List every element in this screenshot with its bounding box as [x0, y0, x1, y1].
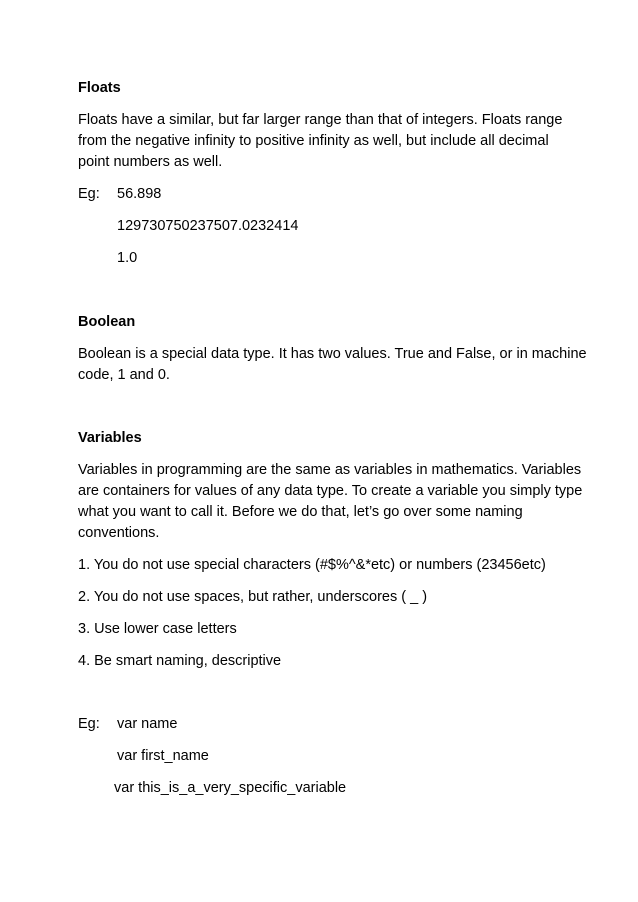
floats-eg-label: Eg:: [78, 186, 100, 202]
boolean-paragraph-line: Boolean is a special data type. It has two values. True and False, or in machine: [78, 346, 587, 362]
naming-rule: 1. You do not use special characters (#$%^&*etc) or numbers (23456etc): [78, 557, 546, 573]
naming-rule: 3. Use lower case letters: [78, 621, 237, 637]
boolean-paragraph-line: code, 1 and 0.: [78, 367, 170, 383]
variables-example: var this_is_a_very_specific_variable: [114, 780, 347, 796]
variables-paragraph-line: conventions.: [78, 525, 160, 541]
naming-rule: 4. Be smart naming, descriptive: [78, 653, 282, 669]
naming-rule: 2. You do not use spaces, but rather, underscores ( _ ): [78, 589, 428, 605]
floats-heading: Floats: [78, 80, 121, 96]
variables-paragraph-line: what you want to call it. Before we do that, let’s go over some naming: [78, 504, 523, 520]
floats-example: 129730750237507.0232414: [117, 218, 299, 234]
boolean-heading: Boolean: [78, 314, 136, 330]
floats-example: 56.898: [117, 186, 162, 202]
floats-paragraph-line: point numbers as well.: [78, 154, 223, 170]
variables-example: var first_name: [117, 748, 209, 764]
variables-paragraph-line: are containers for values of any data type. To create a variable you simply type: [78, 483, 583, 499]
variables-heading: Variables: [78, 430, 142, 446]
floats-paragraph-line: from the negative infinity to positive infinity as well, but include all decimal: [78, 133, 549, 149]
floats-paragraph-line: Floats have a similar, but far larger range than that of integers. Floats range: [78, 112, 563, 128]
variables-example: var name: [117, 716, 178, 732]
floats-example: 1.0: [117, 250, 138, 266]
variables-eg-label: Eg:: [78, 716, 100, 732]
variables-paragraph-line: Variables in programming are the same as variables in mathematics. Variables: [78, 462, 582, 478]
